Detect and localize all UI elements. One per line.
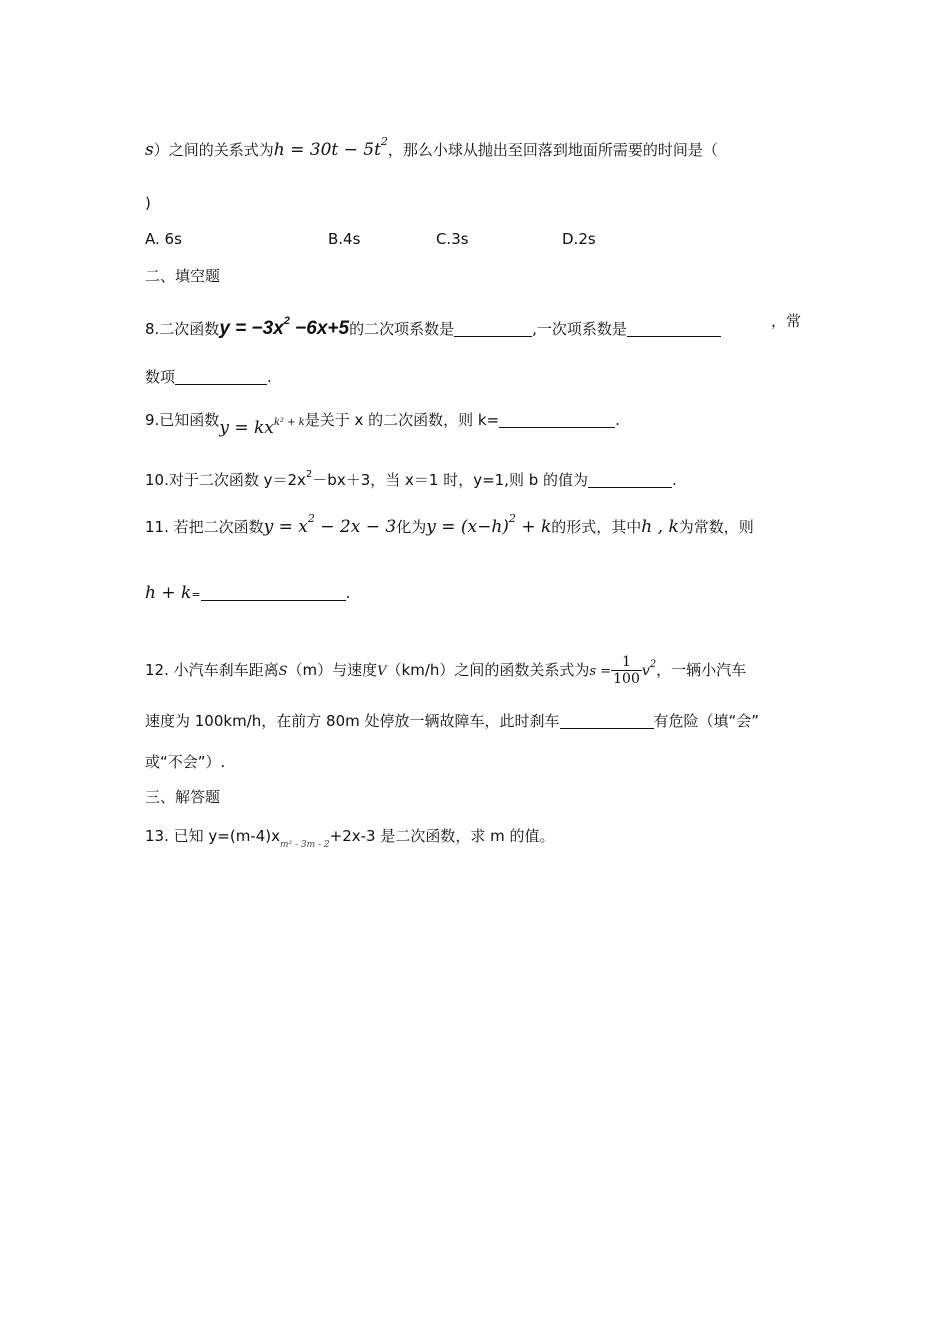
- q12-text-a: ，一辆小汽车: [656, 661, 747, 679]
- q11-vars: h , k: [641, 517, 679, 537]
- q7-options: [0, 229, 950, 249]
- q11-text-c: 为常数，则: [678, 518, 754, 536]
- q10-text-a: 10.对于二次函数 y＝2x: [145, 471, 306, 489]
- q12-fraction: $\frac{1}{100}$: [613, 654, 640, 687]
- q7-var-s: s: [145, 140, 154, 160]
- q8-line2-label: 数项: [145, 368, 176, 386]
- q7-line2: ): [145, 194, 151, 212]
- q12-line3: 或“不会”）.: [145, 753, 226, 771]
- q11-formula2: $y = (x-h)^2 + k$: [426, 512, 552, 537]
- q9-blank-k[interactable]: [499, 411, 615, 428]
- q7-option-a: A. 6s: [145, 230, 182, 248]
- q8-text-b: ,一次项系数是: [532, 320, 627, 338]
- q7-line1: [145, 132, 718, 160]
- q7-text-b: ，那么小球从抛出至回落到地面所需要的时间是（: [387, 141, 718, 159]
- section-heading-fill-in: 二、填空题: [145, 267, 221, 285]
- q11-blank-hk[interactable]: [201, 584, 346, 601]
- q7-formula: $h = 30t - 5t^2$: [273, 135, 388, 160]
- q10-blank-b[interactable]: [588, 471, 672, 488]
- q12-blank-danger[interactable]: [560, 712, 654, 729]
- q8-text-c: ，常: [771, 312, 802, 330]
- q11-formula1: $y = x^2 - 2x - 3$: [263, 512, 397, 537]
- q8-formula: $y = -3x^2 -6x+5$: [219, 315, 350, 339]
- q8-blank-quadratic-coefficient[interactable]: [454, 320, 532, 337]
- q9-text: 是关于 x 的二次函数，则 k=: [304, 411, 500, 429]
- q8-prefix: 8.二次函数: [145, 320, 220, 338]
- q11-prefix: 11. 若把二次函数: [145, 518, 264, 536]
- q9-line: 9.已知函数$y = kx^{k^2 + k}$是关于 x 的二次函数，则 k= .: [145, 411, 620, 438]
- q12-prefix: 12. 小汽车刹车距离: [145, 661, 279, 679]
- q9-formula: $y = kx^{k^2 + k}$: [219, 417, 305, 438]
- q10-text-b: －bx＋3，当 x＝1 时，y=1,则 b 的值为: [312, 471, 589, 489]
- q12-line1: 12. 小汽车刹车距离S（m）与速度V（km/h）之间的函数关系式为s = $\frac{1}{100}$ $v^2$，一辆小汽车: [145, 654, 747, 687]
- q12-line2: 速度为 100km/h，在前方 80m 处停放一辆故障车，此时刹车 有危险（填“会”: [145, 712, 760, 730]
- q11-text-a: 化为: [396, 518, 427, 536]
- section-heading-answer: 三、解答题: [145, 788, 221, 806]
- q13-line: 13. 已知 $y=(m-4)x_{m^2 - 3m - 2}+2x-3$ 是二次函数，求 m 的值。: [145, 827, 555, 850]
- q11-line2: h + k= .: [145, 583, 351, 603]
- q8-text-a: 的二次项系数是: [349, 320, 455, 338]
- q8-line1: [145, 311, 807, 339]
- q8-blank-constant[interactable]: [175, 368, 267, 385]
- q11-text-b: 的形式，其中: [551, 518, 642, 536]
- q13-exponent: m² - 3m - 2: [280, 840, 330, 850]
- q7-text-a: ）之间的关系式为: [153, 141, 274, 159]
- q7-option-b: B.4s: [328, 230, 361, 248]
- q8-line2: 数项 .: [145, 368, 272, 386]
- q12-v-squared: $v^2$: [641, 659, 657, 679]
- q9-prefix: 9.已知函数: [145, 411, 220, 429]
- q11-hk-formula: h + k: [145, 583, 192, 603]
- q7-option-d: D.2s: [562, 230, 596, 248]
- q11-line1: [145, 509, 807, 537]
- q7-option-c: C.3s: [436, 230, 469, 248]
- q8-blank-linear-coefficient[interactable]: [627, 320, 721, 337]
- q10-line: 10.对于二次函数 $y=2x^2-bx+3$，当 x＝1 时，y=1,则 b 的值为 .: [145, 469, 677, 489]
